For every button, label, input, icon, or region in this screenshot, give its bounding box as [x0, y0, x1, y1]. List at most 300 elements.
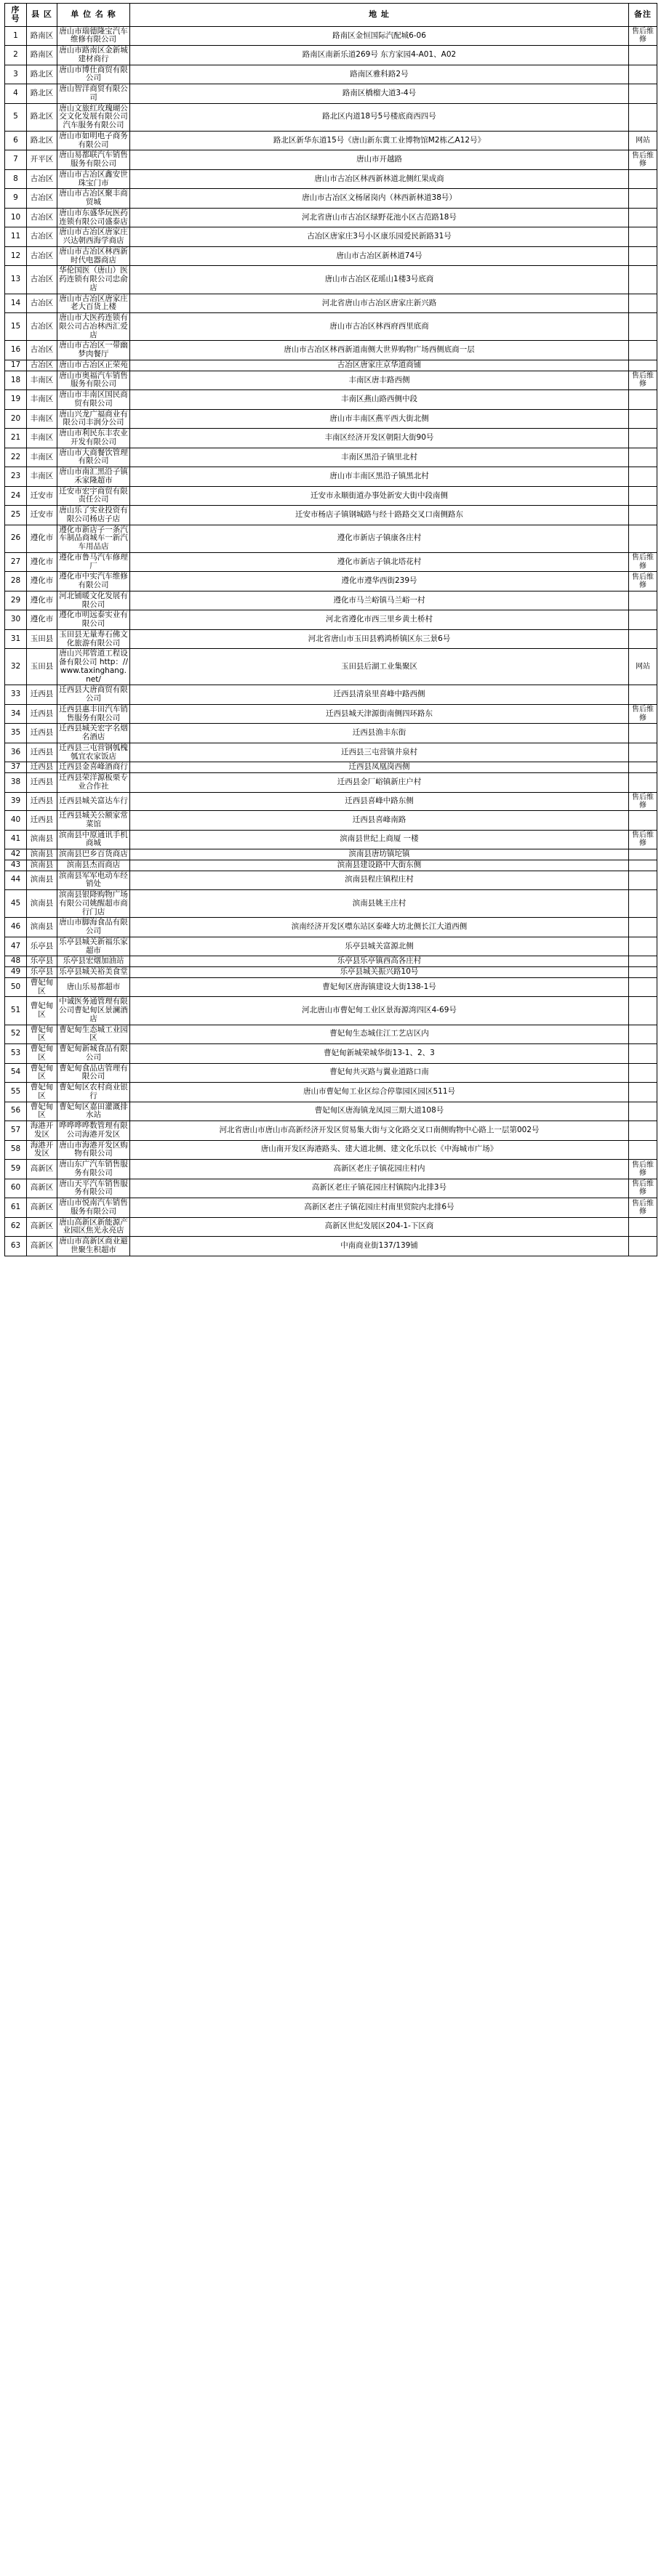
- cell-address: 河北省唐山市古冶区唐家庄新兴路: [130, 294, 629, 313]
- cell-unit-name: 遵化市中实汽车维修有限公司: [57, 572, 130, 591]
- cell-address: 滨南县唐坊镇坨镇: [130, 849, 629, 860]
- cell-note: 售后维修: [629, 150, 657, 170]
- cell-index: 21: [5, 429, 27, 448]
- cell-index: 24: [5, 486, 27, 506]
- cell-unit-name: 哗哗哗哗数管理有限公司海港开发区: [57, 1121, 130, 1141]
- cell-index: 32: [5, 649, 27, 685]
- cell-unit-name: 唐山市古冶区正荣苑: [57, 360, 130, 371]
- cell-unit-name: 唐山兴龙广福商业有限公司丰润分公司: [57, 409, 130, 429]
- cell-index: 26: [5, 525, 27, 552]
- table-row: [5, 227, 657, 247]
- cell-address: 曹妃甸生态城住江工艺店区内: [130, 1025, 629, 1044]
- cell-address: 迁西县喜峰南路: [130, 811, 629, 831]
- cell-index: 25: [5, 506, 27, 525]
- table-row: [5, 390, 657, 410]
- table-row: [5, 294, 657, 313]
- cell-address: 河北唐山市曹妃甸工业区景海源湾四区4-69号: [130, 997, 629, 1025]
- cell-unit-name: 唐山市丰南区国民商贸有限公司: [57, 390, 130, 410]
- cell-unit-name: 滨南县巴乡百货商店: [57, 849, 130, 860]
- cell-note: [629, 227, 657, 247]
- cell-county: 曹妃甸区: [27, 1025, 57, 1044]
- cell-unit-name: 迁西县城关公额家常菜馆: [57, 811, 130, 831]
- cell-county: 曹妃甸区: [27, 997, 57, 1025]
- cell-county: 丰南区: [27, 409, 57, 429]
- table-row: [5, 1179, 657, 1198]
- cell-address: 乐亭县城关富源北侧: [130, 937, 629, 956]
- cell-index: 37: [5, 762, 27, 773]
- cell-unit-name: 华伦国医（唐山）医药连锁有限公司忠俞店: [57, 266, 130, 294]
- table-row: [5, 409, 657, 429]
- cell-unit-name: 迁西县城关富达车行: [57, 792, 130, 810]
- cell-county: 玉田县: [27, 649, 57, 685]
- cell-address: 唐山市古冶区林西府西里底商: [130, 313, 629, 341]
- cell-address: 迁西县清泉里喜峰中路西侧: [130, 685, 629, 705]
- table-row: [5, 792, 657, 810]
- cell-address: 路北区内道18号5号楼底商西四号: [130, 103, 629, 131]
- cell-index: 33: [5, 685, 27, 705]
- cell-county: 滨南县: [27, 849, 57, 860]
- cell-index: 42: [5, 849, 27, 860]
- cell-index: 12: [5, 246, 27, 266]
- cell-note: [629, 762, 657, 773]
- cell-index: 47: [5, 937, 27, 956]
- cell-note: 售后维修: [629, 704, 657, 724]
- cell-note: [629, 743, 657, 762]
- cell-county: 迁西县: [27, 811, 57, 831]
- cell-index: 13: [5, 266, 27, 294]
- cell-index: 38: [5, 773, 27, 793]
- cell-note: [629, 871, 657, 890]
- table-row: [5, 467, 657, 487]
- cell-unit-name: 唐山市悦南汽车销售服务有限公司: [57, 1198, 130, 1218]
- cell-county: 迁西县: [27, 792, 57, 810]
- cell-unit-name: 唐山高新区新能源产业园区焦光永亮店: [57, 1217, 130, 1237]
- table-row: [5, 762, 657, 773]
- table-row: [5, 743, 657, 762]
- table-row: [5, 371, 657, 390]
- cell-unit-name: 滨南县银降购物广场有限公司姚醒超市商行门店: [57, 890, 130, 918]
- cell-address: 唐山市丰南区黑沿子镇黑北村: [130, 467, 629, 487]
- cell-address: 唐山市曹妃甸工业区综合停靠园区园区511号: [130, 1083, 629, 1102]
- cell-county: 古冶区: [27, 294, 57, 313]
- table-row: [5, 849, 657, 860]
- cell-note: [629, 46, 657, 65]
- table-row: [5, 26, 657, 46]
- cell-index: 1: [5, 26, 27, 46]
- cell-index: 54: [5, 1063, 27, 1083]
- cell-index: 40: [5, 811, 27, 831]
- cell-county: 遵化市: [27, 525, 57, 552]
- cell-index: 49: [5, 967, 27, 978]
- cell-note: [629, 390, 657, 410]
- cell-note: [629, 724, 657, 743]
- table-row: [5, 830, 657, 849]
- cell-unit-name: 唐山文旅红玫瑰瑚公交文化发展有限公司汽车服务有限公司: [57, 103, 130, 131]
- cell-note: 网站: [629, 131, 657, 150]
- cell-county: 迁西县: [27, 743, 57, 762]
- table-row: [5, 525, 657, 552]
- cell-address: 遵化市马兰峪镇马兰峪一村: [130, 591, 629, 610]
- cell-address: 迁安市永顺街道办事处新安大街中段南侧: [130, 486, 629, 506]
- cell-address: 河北省唐山市古冶区绿野花池小区古范路18号: [130, 208, 629, 227]
- cell-unit-name: 唐山乐了实业投资有限公司杨店子店: [57, 506, 130, 525]
- cell-note: [629, 313, 657, 341]
- cell-unit-name: 迁安市宏宇商贸有限责任公司: [57, 486, 130, 506]
- cell-note: [629, 849, 657, 860]
- cell-unit-name: 唐山兴邦管道工程设备有限公司 http：//www.taxinghang.net/: [57, 649, 130, 685]
- cell-note: [629, 189, 657, 209]
- cell-index: 34: [5, 704, 27, 724]
- cell-note: [629, 1121, 657, 1141]
- cell-index: 52: [5, 1025, 27, 1044]
- cell-unit-name: 唐山市古冶区唐家庄兴达朝西海学商店: [57, 227, 130, 247]
- cell-note: [629, 65, 657, 84]
- cell-county: 开平区: [27, 150, 57, 170]
- cell-county: 高新区: [27, 1160, 57, 1179]
- table-row: [5, 918, 657, 937]
- cell-note: [629, 811, 657, 831]
- cell-index: 9: [5, 189, 27, 209]
- cell-index: 61: [5, 1198, 27, 1218]
- cell-address: 古冶区唐家庄3号小区康乐园爱民新路31号: [130, 227, 629, 247]
- cell-unit-name: 滨南县杰而商店: [57, 860, 130, 871]
- cell-unit-name: 曹妃甸食品店管理有限公司: [57, 1063, 130, 1083]
- cell-index: 60: [5, 1179, 27, 1198]
- cell-county: 迁西县: [27, 704, 57, 724]
- cell-county: 海港开发区: [27, 1121, 57, 1141]
- cell-address: 迁西县城天津源街南侧四环路东: [130, 704, 629, 724]
- cell-county: 滨南县: [27, 871, 57, 890]
- cell-note: [629, 997, 657, 1025]
- cell-index: 55: [5, 1083, 27, 1102]
- table-row: [5, 1083, 657, 1102]
- cell-note: [629, 84, 657, 104]
- cell-county: 海港开发区: [27, 1140, 57, 1160]
- cell-county: 乐亭县: [27, 967, 57, 978]
- cell-address: 丰南区经济开发区朝阳大街90号: [130, 429, 629, 448]
- cell-note: 售后维修: [629, 552, 657, 572]
- cell-index: 59: [5, 1160, 27, 1179]
- cell-county: 迁安市: [27, 486, 57, 506]
- cell-county: 路南区: [27, 46, 57, 65]
- cell-index: 3: [5, 65, 27, 84]
- cell-note: [629, 360, 657, 371]
- cell-unit-name: 乐亭县城关裕美食堂: [57, 967, 130, 978]
- cell-county: 滨南县: [27, 918, 57, 937]
- table-row: [5, 506, 657, 525]
- cell-address: 遵化市新店子镇北塔花村: [130, 552, 629, 572]
- table-row: [5, 685, 657, 705]
- cell-unit-name: 唐山智洋商贸有限公司: [57, 84, 130, 104]
- cell-address: 遵化市新店子镇康各庄村: [130, 525, 629, 552]
- cell-county: 滨南县: [27, 860, 57, 871]
- cell-index: 53: [5, 1044, 27, 1064]
- column-header-address: 地 址: [130, 4, 629, 27]
- merchant-list-table: [4, 3, 657, 1256]
- cell-county: 路北区: [27, 131, 57, 150]
- cell-note: [629, 1102, 657, 1121]
- cell-note: [629, 246, 657, 266]
- cell-address: 唐山市丰南区燕平西大街北侧: [130, 409, 629, 429]
- cell-unit-name: 唐山市大医药连锁有限公司古冶林西汇爱店: [57, 313, 130, 341]
- cell-note: 售后维修: [629, 371, 657, 390]
- cell-index: 11: [5, 227, 27, 247]
- cell-index: 63: [5, 1237, 27, 1256]
- cell-index: 30: [5, 610, 27, 630]
- cell-note: [629, 429, 657, 448]
- cell-index: 7: [5, 150, 27, 170]
- cell-county: 丰南区: [27, 467, 57, 487]
- cell-address: 唐山市古冶区花瑶山1楼3号底商: [130, 266, 629, 294]
- column-header-index: 序 号: [5, 4, 27, 27]
- cell-index: 43: [5, 860, 27, 871]
- cell-address: 迁西县三屯营镇井泉村: [130, 743, 629, 762]
- cell-index: 44: [5, 871, 27, 890]
- cell-note: [629, 967, 657, 978]
- cell-index: 45: [5, 890, 27, 918]
- cell-address: 曹妃甸区唐海镇龙凤园三期大道108号: [130, 1102, 629, 1121]
- table-row: [5, 313, 657, 341]
- cell-index: 5: [5, 103, 27, 131]
- cell-address: 玉田县后湖工业集聚区: [130, 649, 629, 685]
- cell-unit-name: 唐山市古冶区鑫安世珠宝门市: [57, 169, 130, 189]
- cell-county: 曹妃甸区: [27, 1083, 57, 1102]
- cell-index: 2: [5, 46, 27, 65]
- cell-index: 19: [5, 390, 27, 410]
- cell-note: [629, 1083, 657, 1102]
- cell-unit-name: 唐山市奥福汽车销售服务有限公司: [57, 371, 130, 390]
- cell-county: 乐亭县: [27, 956, 57, 967]
- cell-index: 48: [5, 956, 27, 967]
- cell-county: 古冶区: [27, 227, 57, 247]
- table-row: [5, 997, 657, 1025]
- cell-address: 滨南县程庄镇程庄村: [130, 871, 629, 890]
- cell-index: 22: [5, 448, 27, 467]
- cell-index: 28: [5, 572, 27, 591]
- cell-unit-name: 迁西县惠丰田汽车销售服务有限公司: [57, 704, 130, 724]
- cell-county: 曹妃甸区: [27, 1044, 57, 1064]
- cell-unit-name: 遵化市新店子一条汽车制品商城车一新汽车用品店: [57, 525, 130, 552]
- table-row: [5, 103, 657, 131]
- cell-unit-name: 中诚医务通管理有限公司曹妃甸区景澜酒店: [57, 997, 130, 1025]
- cell-address: 曹妃甸新城荣城华街13-1、2、3: [130, 1044, 629, 1064]
- table-row: [5, 208, 657, 227]
- cell-county: 迁西县: [27, 724, 57, 743]
- table-row: [5, 486, 657, 506]
- cell-note: [629, 918, 657, 937]
- cell-note: [629, 860, 657, 871]
- cell-address: 滨南县世纪上商厦 一楼: [130, 830, 629, 849]
- cell-index: 17: [5, 360, 27, 371]
- table-row: [5, 341, 657, 360]
- cell-index: 8: [5, 169, 27, 189]
- cell-address: 滨南县建设路中大街东侧: [130, 860, 629, 871]
- cell-note: [629, 448, 657, 467]
- table-row: [5, 649, 657, 685]
- table-row: [5, 1121, 657, 1141]
- cell-address: 唐山南开发区海港路头、建大道北侧、建文化乐以长《中海城市广场》: [130, 1140, 629, 1160]
- cell-county: 曹妃甸区: [27, 1063, 57, 1083]
- table-row: [5, 610, 657, 630]
- cell-index: 27: [5, 552, 27, 572]
- cell-note: [629, 773, 657, 793]
- table-row: [5, 704, 657, 724]
- cell-county: 路北区: [27, 84, 57, 104]
- cell-note: [629, 977, 657, 997]
- cell-note: [629, 1237, 657, 1256]
- table-row: [5, 189, 657, 209]
- cell-unit-name: 迁西县荣洋源板栗专业合作社: [57, 773, 130, 793]
- cell-county: 高新区: [27, 1217, 57, 1237]
- table-row: [5, 1160, 657, 1179]
- cell-unit-name: 滨南县军军电动车经销处: [57, 871, 130, 890]
- cell-unit-name: 唐山市路南区金新城建材商行: [57, 46, 130, 65]
- cell-county: 路北区: [27, 103, 57, 131]
- cell-unit-name: 唐山市大商餐饮管理有限公司: [57, 448, 130, 467]
- cell-unit-name: 滨南县中原通讯手机商城: [57, 830, 130, 849]
- cell-address: 河北省唐山市唐山市高新经济开发区贸易集大街与文化路交叉口南侧购物中心路上一层第002号: [130, 1121, 629, 1141]
- cell-unit-name: 迁西县金喜峰酒商行: [57, 762, 130, 773]
- cell-unit-name: 唐山市高新区商业避世聚生积超市: [57, 1237, 130, 1256]
- table-row: [5, 1140, 657, 1160]
- table-row: [5, 448, 657, 467]
- cell-note: [629, 294, 657, 313]
- cell-county: 路南区: [27, 26, 57, 46]
- cell-unit-name: 唐山市海港开发区购物有限公司: [57, 1140, 130, 1160]
- cell-index: 39: [5, 792, 27, 810]
- cell-note: [629, 1063, 657, 1083]
- table-row: [5, 552, 657, 572]
- cell-index: 6: [5, 131, 27, 150]
- cell-address: 路南区雅科路2号: [130, 65, 629, 84]
- cell-unit-name: 玉田县无量寿石佛文化旅游有限公司: [57, 629, 130, 649]
- cell-note: [629, 890, 657, 918]
- table-row: [5, 977, 657, 997]
- cell-unit-name: 唐山市南汇黑沿子镇禾家隆超市: [57, 467, 130, 487]
- table-row: [5, 890, 657, 918]
- table-row: [5, 871, 657, 890]
- table-row: [5, 967, 657, 978]
- cell-address: 曹妃甸区唐海镇建设大街138-1号: [130, 977, 629, 997]
- cell-address: 路南区金恒国际汽配城6-06: [130, 26, 629, 46]
- table-row: [5, 773, 657, 793]
- cell-address: 河北省唐山市玉田县鸦鸿桥镇区东三景6号: [130, 629, 629, 649]
- cell-unit-name: 唐山市如明电子商务有限公司: [57, 131, 130, 150]
- cell-unit-name: 唐山市博仕商贸有限公司: [57, 65, 130, 84]
- cell-note: [629, 103, 657, 131]
- cell-address: 丰南区燕山路西侧中段: [130, 390, 629, 410]
- cell-address: 乐亭县乐亭镇西高各庄村: [130, 956, 629, 967]
- cell-address: 遵化市遵华西街239号: [130, 572, 629, 591]
- cell-unit-name: 乐亭县宏烟加油站: [57, 956, 130, 967]
- cell-county: 迁西县: [27, 762, 57, 773]
- cell-note: [629, 1025, 657, 1044]
- cell-address: 滨南经济开发区噤东站区泰峰大坊北侧长江大道西侧: [130, 918, 629, 937]
- cell-note: [629, 409, 657, 429]
- cell-note: [629, 685, 657, 705]
- cell-address: 迁西县喜峰中路东侧: [130, 792, 629, 810]
- column-header-county: 县 区: [27, 4, 57, 27]
- cell-address: 唐山市开越路: [130, 150, 629, 170]
- cell-address: 丰南区黑沿子镇里北村: [130, 448, 629, 467]
- cell-unit-name: 唐山市脚海食品有限公司: [57, 918, 130, 937]
- cell-address: 迁西县金厂峪镇新庄户村: [130, 773, 629, 793]
- table-row: [5, 1044, 657, 1064]
- cell-address: 迁西县渔丰东街: [130, 724, 629, 743]
- cell-note: 售后维修: [629, 572, 657, 591]
- cell-note: [629, 1217, 657, 1237]
- table-row: [5, 860, 657, 871]
- cell-note: [629, 169, 657, 189]
- table-row: [5, 591, 657, 610]
- cell-index: 35: [5, 724, 27, 743]
- cell-county: 迁西县: [27, 685, 57, 705]
- cell-county: 迁西县: [27, 773, 57, 793]
- cell-unit-name: 唐山市利民东丰农业开发有限公司: [57, 429, 130, 448]
- cell-unit-name: 迁西县大唐商贸有限公司: [57, 685, 130, 705]
- cell-unit-name: 河北铺暖文化发展有限公司: [57, 591, 130, 610]
- cell-index: 14: [5, 294, 27, 313]
- cell-note: 售后维修: [629, 1160, 657, 1179]
- document-page: [0, 0, 661, 1264]
- cell-county: 滨南县: [27, 890, 57, 918]
- cell-address: 曹妃甸共灭路与翼业道路口南: [130, 1063, 629, 1083]
- cell-index: 31: [5, 629, 27, 649]
- table-row: [5, 937, 657, 956]
- column-header-unit-name: 单 位 名 称: [57, 4, 130, 27]
- table-row: [5, 246, 657, 266]
- cell-county: 丰南区: [27, 429, 57, 448]
- table-row: [5, 150, 657, 170]
- cell-index: 58: [5, 1140, 27, 1160]
- cell-county: 曹妃甸区: [27, 977, 57, 997]
- cell-address: 高新区老庄子镇花园庄村南里贸院内北排6号: [130, 1198, 629, 1218]
- cell-note: 售后维修: [629, 792, 657, 810]
- cell-index: 20: [5, 409, 27, 429]
- table-row: [5, 811, 657, 831]
- cell-address: 唐山市古冶区文杨屠岗内（林西新林道38号）: [130, 189, 629, 209]
- cell-county: 乐亭县: [27, 937, 57, 956]
- cell-address: 中南商业街137/139铺: [130, 1237, 629, 1256]
- cell-unit-name: 曹妃甸生态城工业园区: [57, 1025, 130, 1044]
- cell-unit-name: 唐山易都联汽车销售服务有限公司: [57, 150, 130, 170]
- cell-note: 售后维修: [629, 1198, 657, 1218]
- cell-address: 高新区老庄子镇花园庄村内: [130, 1160, 629, 1179]
- cell-county: 遵化市: [27, 591, 57, 610]
- cell-index: 57: [5, 1121, 27, 1141]
- table-row: [5, 1063, 657, 1083]
- cell-unit-name: 唐山市瑞德隆宝汽车维修有限公司: [57, 26, 130, 46]
- cell-note: [629, 1044, 657, 1064]
- cell-county: 古冶区: [27, 208, 57, 227]
- cell-note: 售后维修: [629, 830, 657, 849]
- cell-address: 路北区新华东道15号《唐山新东冀工业博物馆M2栋乙A12号》: [130, 131, 629, 150]
- cell-note: 售后维修: [629, 26, 657, 46]
- cell-note: [629, 341, 657, 360]
- cell-county: 遵化市: [27, 610, 57, 630]
- table-row: [5, 84, 657, 104]
- cell-address: 滨南县姚王庄村: [130, 890, 629, 918]
- table-row: [5, 429, 657, 448]
- cell-note: [629, 591, 657, 610]
- cell-address: 古冶区唐家庄京华道商铺: [130, 360, 629, 371]
- cell-county: 丰南区: [27, 371, 57, 390]
- cell-unit-name: 迁西县城关宏字名烟名酒店: [57, 724, 130, 743]
- table-row: [5, 572, 657, 591]
- cell-unit-name: 遵化市明远泰实业有限公司: [57, 610, 130, 630]
- cell-note: [629, 525, 657, 552]
- cell-unit-name: 曹妃甸区嘉田灌溉排水站: [57, 1102, 130, 1121]
